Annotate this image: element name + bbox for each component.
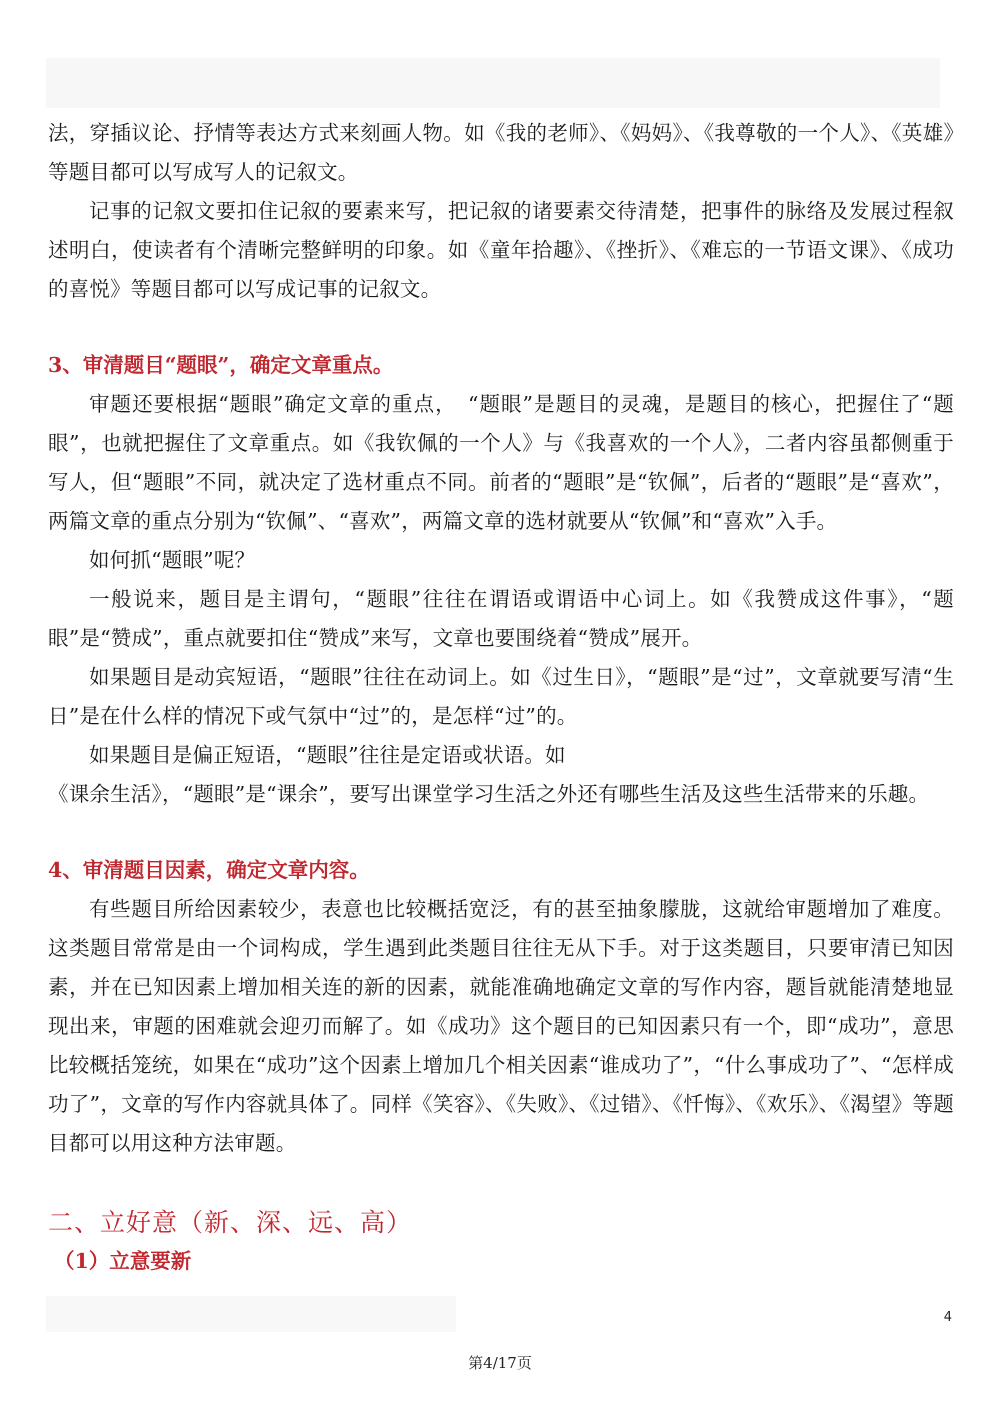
- section-3-last-line: 《课余生活》，“题眼”是“课余”，要写出课堂学习生活之外还有哪些生活及这些生活带来的乐趣。: [48, 782, 930, 806]
- spacer: [48, 814, 954, 851]
- spacer: [48, 309, 954, 346]
- page-number: 4: [943, 1310, 952, 1325]
- section-two-subheading: （1）立意要新: [54, 1249, 192, 1273]
- section-3-paragraph: 审题还要根据“题眼”确定文章的重点， “题眼”是题目的灵魂，是题目的核心，把握住了“题眼”，也就把握住了文章重点。如《我钦佩的一个人》与《我喜欢的一个人》，二者内容虽都侧重于写人，但“题眼”不同，就决定了选材重点不同。前者的“题眼”是“钦佩”，后者的“题眼”是“喜欢”，两篇文章的重点分别为“钦佩”、“喜欢”，两篇文章的选材就要从“钦佩”和“喜欢”入手。: [48, 392, 954, 533]
- section-4-heading: 4、审清题目因素，确定文章内容。: [48, 858, 370, 882]
- section-two-heading: 二、立好意（新、深、远、高）: [48, 1208, 413, 1237]
- page-indicator: 第4/17页: [468, 1354, 532, 1372]
- section-3-paragraph: 如果题目是动宾短语，“题眼”往往在动词上。如《过生日》，“题眼”是“过”，文章就要写清“生日”是在什么样的情况下或气氛中“过”的，是怎样“过”的。: [48, 665, 954, 728]
- section-3-paragraph: 一般说来，题目是主谓句，“题眼”往往在谓语或谓语中心词上。如《我赞成这件事》，“题眼”是“赞成”，重点就要扣住“赞成”来写，文章也要围绕着“赞成”展开。: [48, 587, 954, 650]
- section-3-heading: 3、审清题目“题眼”，确定文章重点。: [48, 353, 394, 377]
- section-4-paragraph: 有些题目所给因素较少，表意也比较概括宽泛，有的甚至抽象朦胧，这就给审题增加了难度。这类题目常常是由一个词构成，学生遇到此类题目往往无从下手。对于这类题目，只要审清已知因素，并在已知因素上增加相关连的新的因素，就能准确地确定文章的写作内容，题旨就能清楚地显现出来，审题的困难就会迎刃而解了。如《成功》这个题目的已知因素只有一个，即“成功”，意思比较概括笼统，如果在“成功”这个因素上增加几个相关因素“谁成功了”，“什么事成功了”、“怎样成功了”，文章的写作内容就具体了。同样《笑容》、《失败》、《过错》、《忏悔》、《欢乐》、《渴望》等题目都可以用这种方法审题。: [48, 897, 954, 1155]
- document-body: [48, 114, 954, 1279]
- section-3-paragraph: 如何抓“题眼”呢？: [89, 548, 256, 572]
- paragraph-event-narrative: 记事的记叙文要扣住记叙的要素来写，把记叙的诸要素交待清楚，把事件的脉络及发展过程叙述明白，使读者有个清晰完整鲜明的印象。如《童年拾趣》、《挫折》、《难忘的一节语文课》、《成功的喜悦》等题目都可以写成记事的记叙文。: [48, 199, 954, 301]
- section-3-paragraph: 如果题目是偏正短语，“题眼”往往是定语或状语。如: [89, 743, 566, 767]
- paragraph-people-narrative: 法，穿插议论、抒情等表达方式来刻画人物。如《我的老师》、《妈妈》、《我尊敬的一个人》、《英雄》等题目都可以写成写人的记叙文。: [48, 121, 954, 184]
- spacer: [48, 1163, 954, 1203]
- watermark-band-top: [46, 58, 940, 108]
- watermark-band-bottom: [46, 1296, 456, 1332]
